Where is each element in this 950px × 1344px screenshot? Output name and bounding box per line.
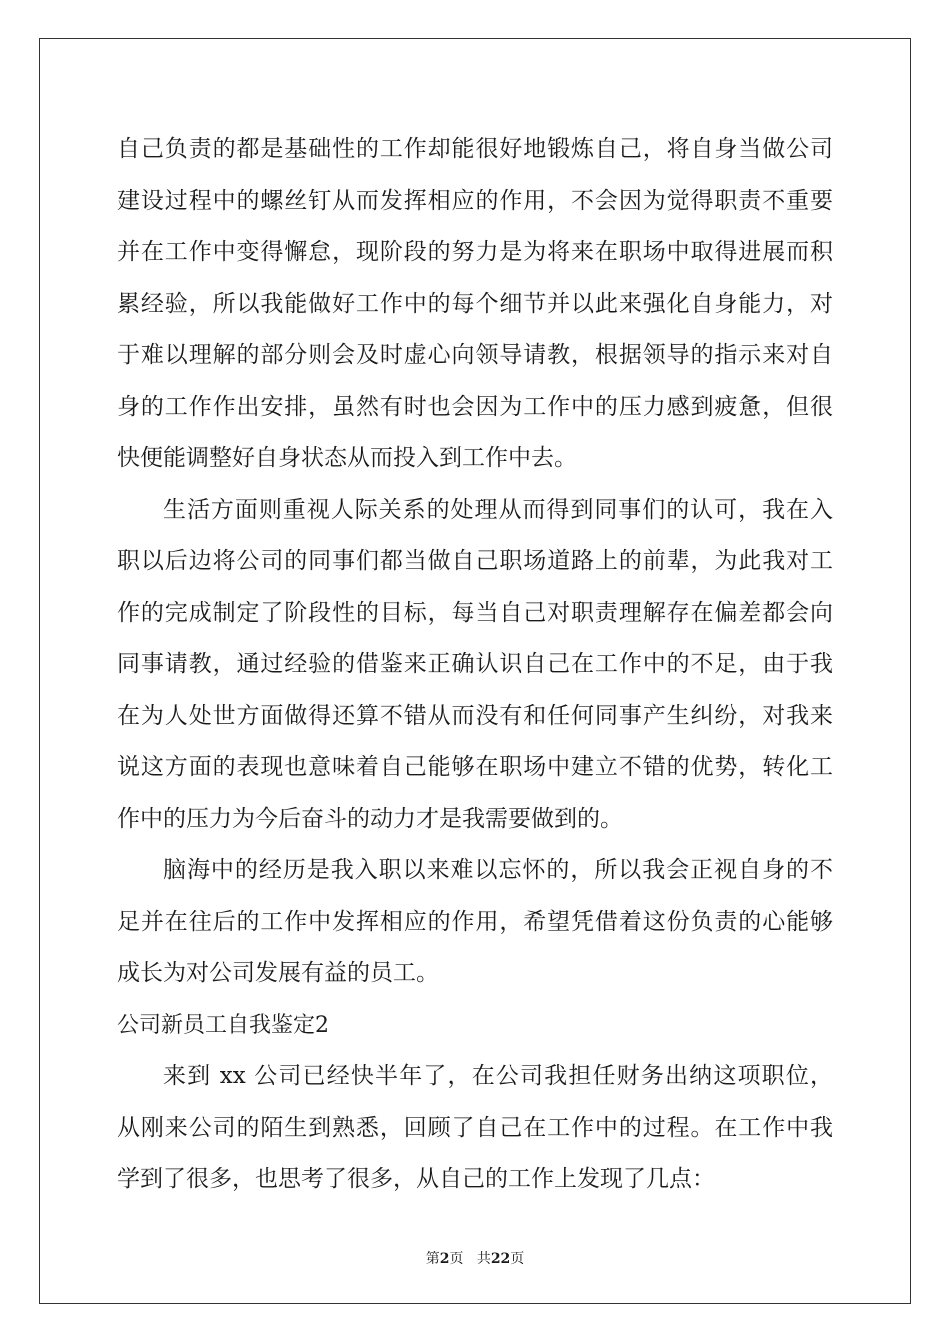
total-suffix: 页 bbox=[510, 1251, 525, 1267]
paragraph-line: 足并在往后的工作中发挥相应的作用，希望凭借着这份负责的心能够 bbox=[117, 908, 833, 935]
paragraph-line: 身的工作作出安排，虽然有时也会因为工作中的压力感到疲惫，但很 bbox=[117, 393, 833, 420]
paragraph-2 bbox=[117, 485, 833, 846]
paragraph-line: 从刚来公司的陌生到熟悉，回顾了自己在工作中的过程。在工作中我 bbox=[117, 1114, 833, 1141]
total-prefix: 共 bbox=[476, 1251, 491, 1267]
paragraph-line: 说这方面的表现也意味着自己能够在职场中建立不错的优势，转化工 bbox=[117, 754, 833, 780]
paragraph-line: 并在工作中变得懈怠，现阶段的努力是为将来在职场中取得进展而积 bbox=[117, 239, 833, 265]
paragraph-line: 自己负责的都是基础性的工作却能很好地锻炼自己，将自身当做公司 bbox=[117, 136, 833, 162]
page-footer bbox=[0, 1248, 950, 1268]
paragraph-line: 在为人处世方面做得还算不错从而没有和任何同事产生纠纷，对我来 bbox=[117, 702, 833, 729]
paragraph-line: 累经验，所以我能做好工作中的每个细节并以此来强化自身能力，对 bbox=[117, 290, 833, 317]
paragraph-line: 建设过程中的螺丝钉从而发挥相应的作用，不会因为觉得职责不重要 bbox=[117, 187, 833, 214]
paragraph-line: 于难以理解的部分则会及时虚心向领导请教，根据领导的指示来对自 bbox=[117, 342, 833, 368]
page-suffix: 页 bbox=[449, 1251, 464, 1267]
paragraph-line: 脑海中的经历是我入职以来难以忘怀的，所以我会正视自身的不 bbox=[163, 857, 833, 883]
paragraph-line: 来到 xx 公司已经快半年了，在公司我担任财务出纳这项职位， bbox=[163, 1063, 833, 1089]
page-prefix: 第 bbox=[425, 1251, 440, 1267]
total-pages: 22 bbox=[490, 1251, 511, 1267]
paragraph-3 bbox=[117, 845, 833, 1000]
paragraph-line: 学到了很多，也思考了很多，从自己的工作上发现了几点： bbox=[117, 1166, 715, 1192]
section-heading: 公司新员工自我鉴定2 bbox=[117, 1012, 329, 1038]
paragraph-line: 生活方面则重视人际关系的处理从而得到同事们的认可，我在入 bbox=[163, 496, 833, 523]
paragraph-1 bbox=[117, 124, 833, 485]
paragraph-line: 快便能调整好自身状态从而投入到工作中去。 bbox=[117, 445, 577, 471]
paragraph-line: 成长为对公司发展有益的员工。 bbox=[117, 960, 439, 986]
paragraph-line: 同事请教，通过经验的借鉴来正确认识自己在工作中的不足，由于我 bbox=[117, 651, 833, 677]
paragraph-4 bbox=[117, 1051, 833, 1206]
paragraph-line: 作中的压力为今后奋斗的动力才是我需要做到的。 bbox=[117, 805, 623, 832]
page-number: 2 bbox=[439, 1251, 450, 1267]
paragraph-line: 职以后边将公司的同事们都当做自己职场道路上的前辈，为此我对工 bbox=[117, 548, 833, 574]
paragraph-line: 作的完成制定了阶段性的目标，每当自己对职责理解存在偏差都会向 bbox=[117, 599, 833, 626]
document-body bbox=[117, 124, 833, 1206]
